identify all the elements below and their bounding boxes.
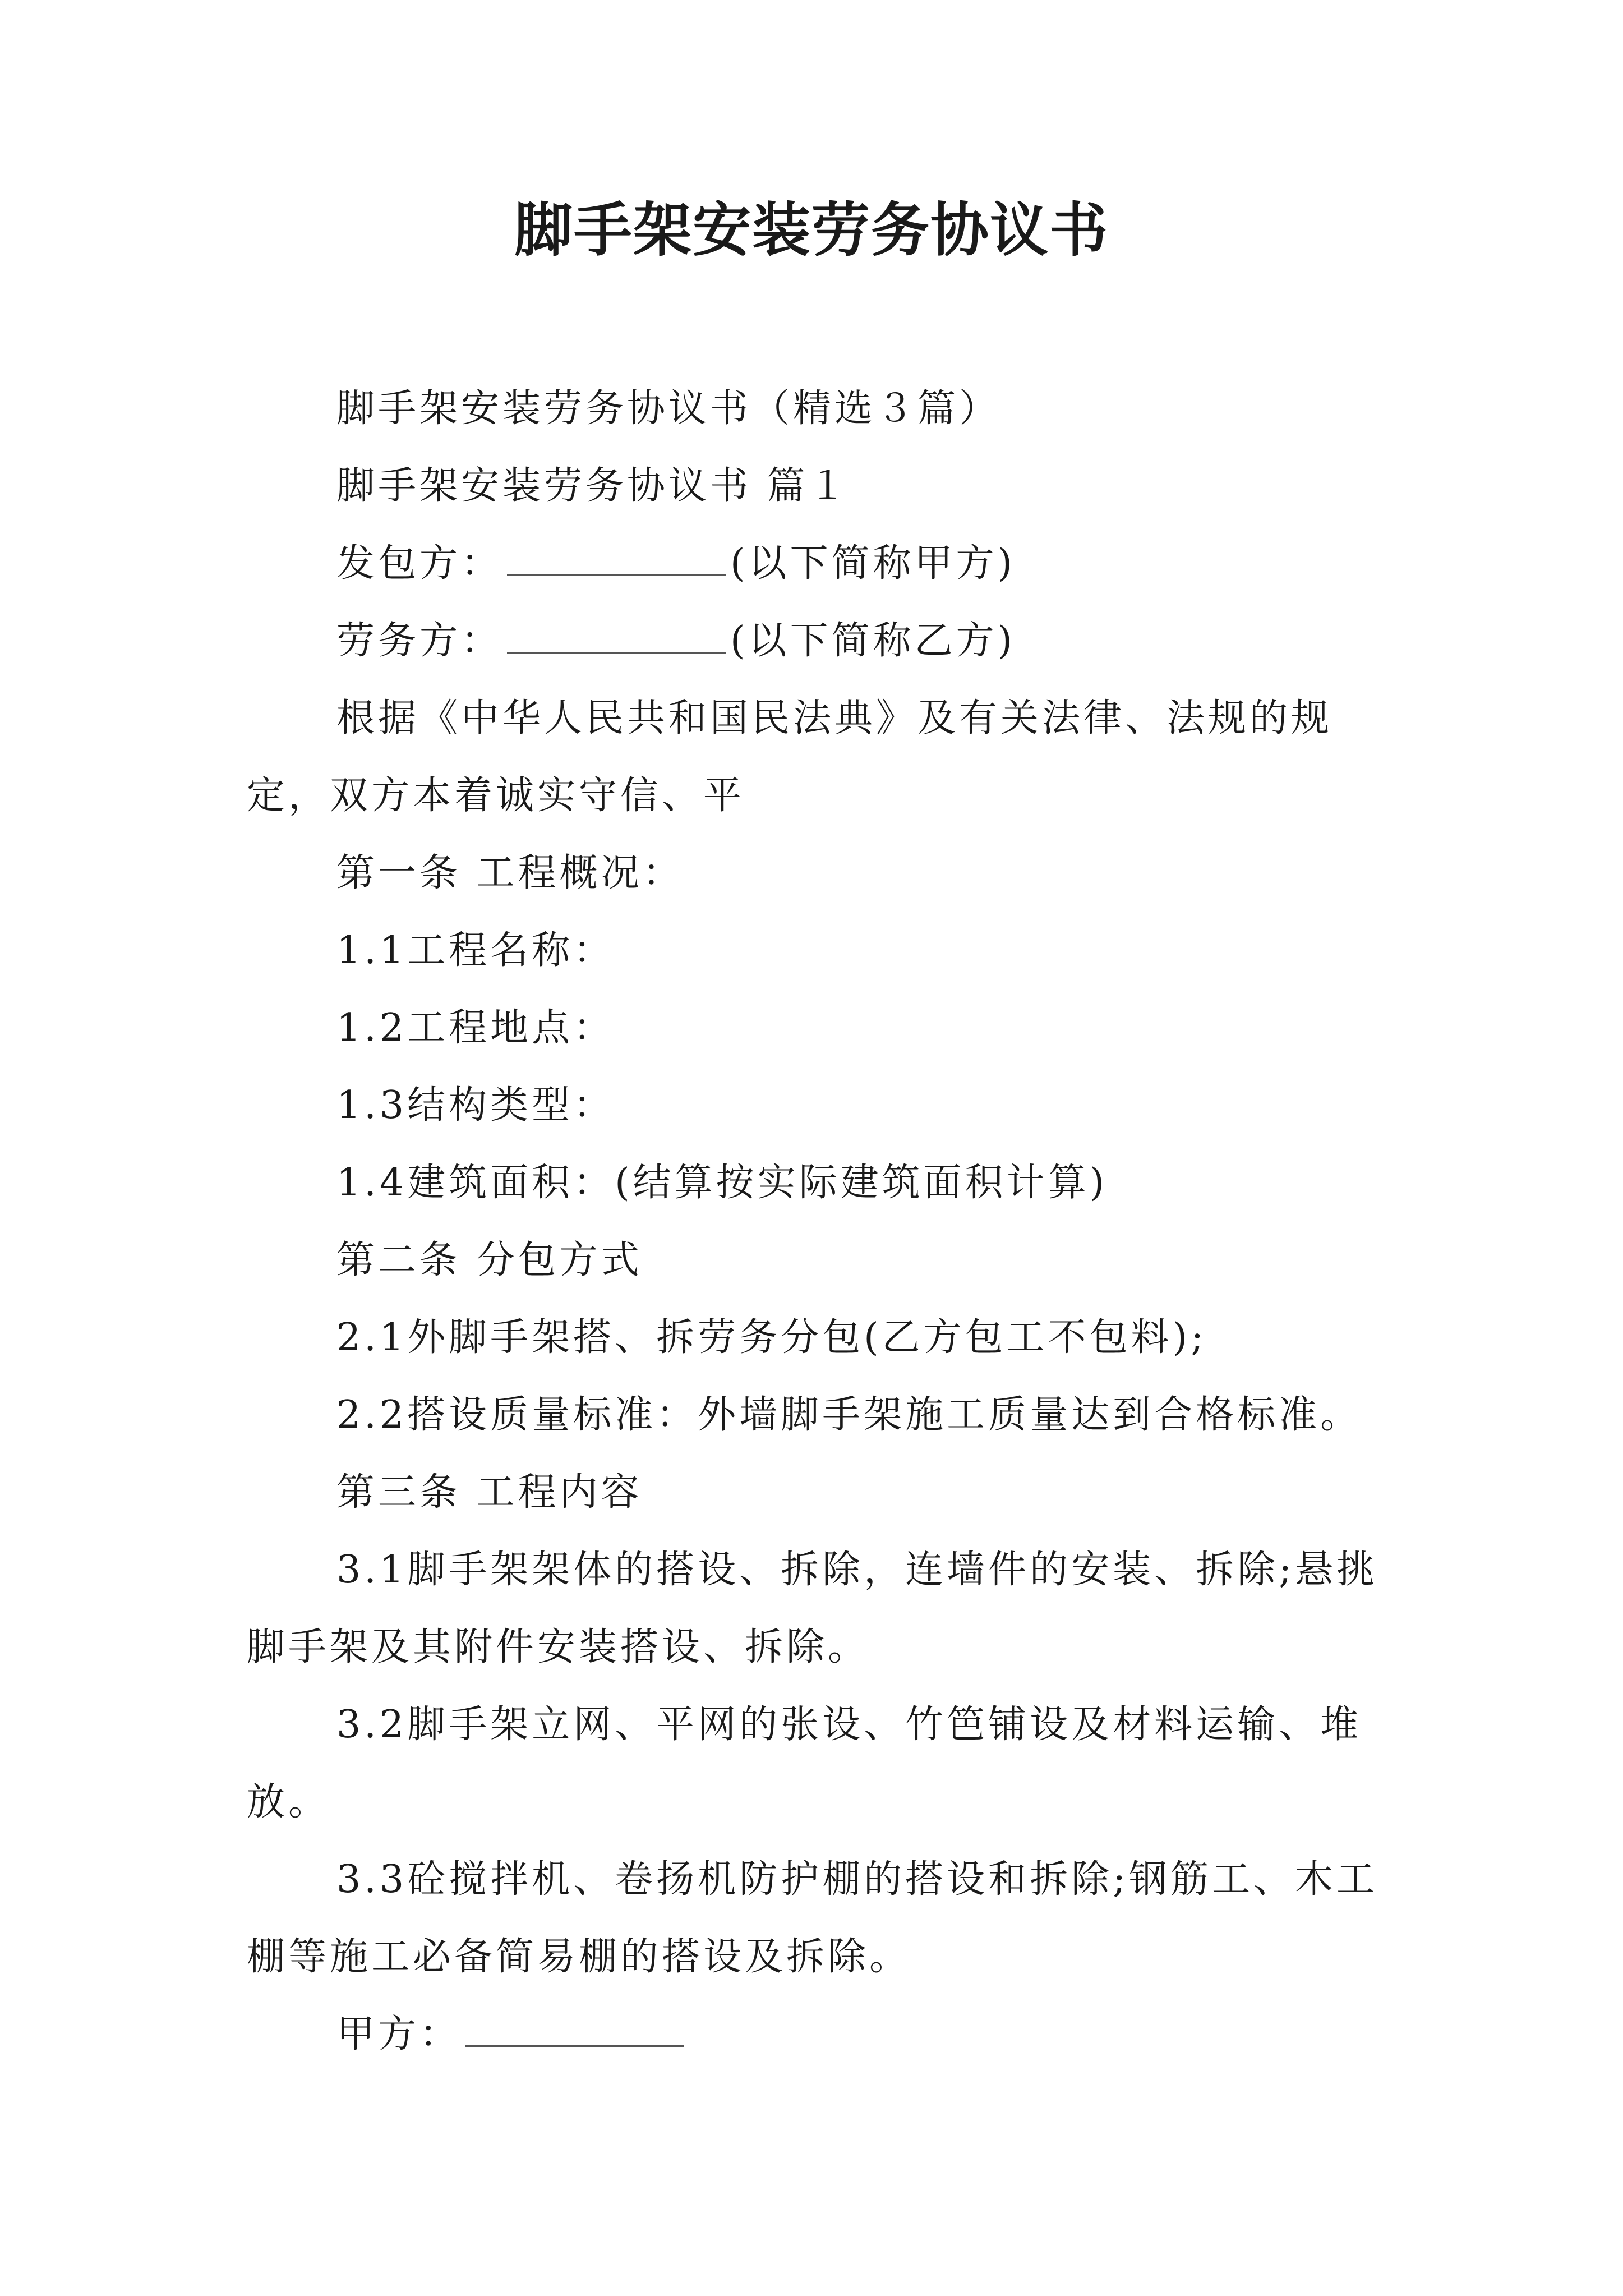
section-heading: 脚手架安装劳务协议书 篇１: [336, 464, 850, 508]
item-1-2: 1.2工程地点：: [336, 1006, 615, 1050]
intro-paragraph: 根据《中华人民共和国民法典》及有关法律、法规的规定，双方本着诚实守信、平: [247, 696, 1333, 818]
party-a-label: 发包方：: [336, 541, 503, 586]
item-3-3: 3.3砼搅拌机、卷扬机防护棚的搭设和拆除;钢筋工、木工棚等施工必备简易棚的搭设及拆除。: [247, 1857, 1378, 1979]
article-3-heading: 第三条 工程内容: [336, 1470, 643, 1515]
sign-party-a-line: [247, 1996, 1396, 2073]
item-1-3: 1.3结构类型：: [336, 1083, 615, 1128]
party-b-label: 劳务方：: [336, 619, 503, 663]
party-a-blank[interactable]: [507, 541, 726, 576]
article-1-heading: 第一条 工程概况：: [336, 851, 684, 895]
party-b-suffix: (以下简称乙方): [730, 619, 1016, 663]
item-2-2: 2.2搭设质量标准：外墙脚手架施工质量达到合格标准。: [336, 1393, 1362, 1437]
item-1-4: 1.4建筑面积：(结算按实际建筑面积计算): [336, 1161, 1108, 1205]
item-3-1: 3.1脚手架架体的搭设、拆除，连墙件的安装、拆除;悬挑脚手架及其附件安装搭设、拆除。: [247, 1548, 1378, 1669]
subtitle: 脚手架安装劳务协议书（精选３篇）: [336, 386, 1001, 431]
party-b-line: [247, 602, 1396, 680]
article-2-heading: 第二条 分包方式: [336, 1238, 643, 1282]
party-a-suffix: (以下简称甲方): [730, 541, 1016, 586]
item-1-1: 1.1工程名称：: [336, 928, 615, 973]
item-2-1: 2.1外脚手架搭、拆劳务分包(乙方包工不包料);: [336, 1315, 1207, 1360]
document-body: [247, 370, 1396, 2073]
party-a-line: [247, 525, 1396, 602]
item-3-2: 3.2脚手架立网、平网的张设、竹笆铺设及材料运输、堆放。: [247, 1703, 1362, 1824]
document-title: 脚手架安装劳务协议书: [514, 195, 1109, 264]
sign-party-a-label: 甲方：: [336, 2012, 462, 2056]
party-b-blank[interactable]: [507, 618, 726, 654]
sign-party-a-blank[interactable]: [465, 2012, 684, 2047]
